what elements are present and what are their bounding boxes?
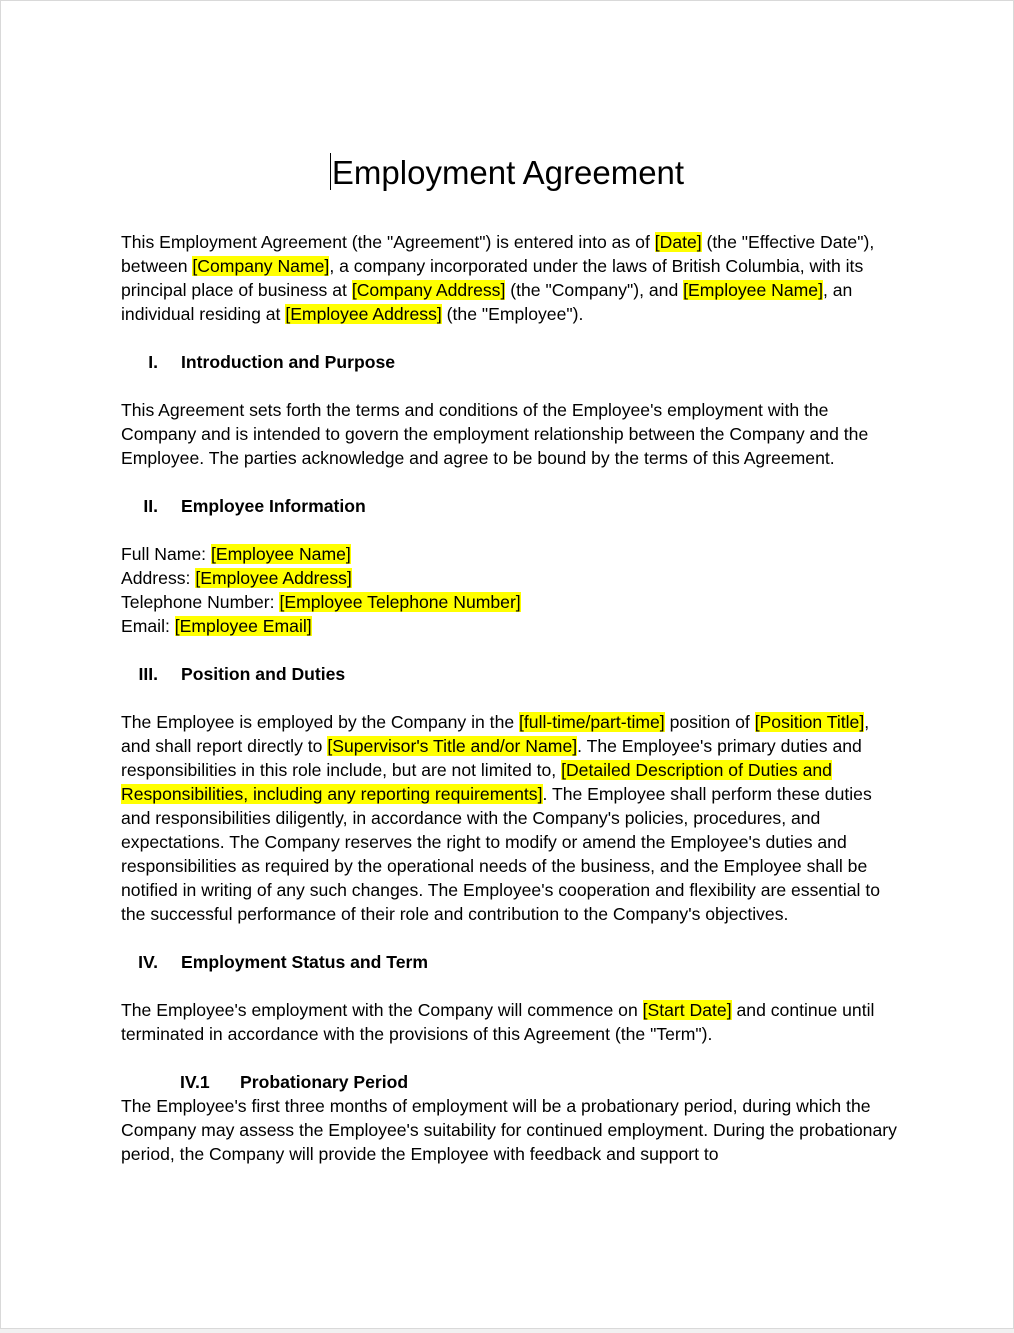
info-full-name: Full Name: [Employee Name] bbox=[121, 544, 351, 564]
info-email: Email: [Employee Email] bbox=[121, 616, 312, 636]
employment-status-paragraph: The Employee's employment with the Company will commence on [Start Date] and continue until terminated in accordance with the provisions of this Agreement (the "Term"). bbox=[121, 1000, 875, 1044]
placeholder-company-name: [Company Name] bbox=[192, 256, 330, 276]
document-body[interactable] bbox=[121, 230, 901, 1166]
placeholder-email: [Employee Email] bbox=[174, 616, 312, 636]
info-telephone: Telephone Number: [Employee Telephone Number] bbox=[121, 592, 521, 612]
section-heading-employee-information: II. Employee Information bbox=[143, 496, 366, 516]
page-gap bbox=[0, 1329, 1014, 1333]
document-title[interactable]: Employment Agreement bbox=[331, 154, 685, 191]
placeholder-duties: [Detailed Description of Duties and Responsibilities, including any reporting requirements] bbox=[121, 760, 832, 804]
placeholder-telephone: [Employee Telephone Number] bbox=[279, 592, 521, 612]
probationary-period-paragraph: The Employee's first three months of employment will be a probationary period, during which the Company may assess the Employee's suitability for continued employment. During the probationary period, the Company will provide the Employee with feedback and support to bbox=[121, 1096, 897, 1164]
section-heading-introduction: I. Introduction and Purpose bbox=[148, 352, 396, 372]
placeholder-employment-type: [full-time/part-time] bbox=[519, 712, 665, 732]
text-cursor bbox=[330, 153, 331, 190]
info-address: Address: [Employee Address] bbox=[121, 568, 352, 588]
placeholder-full-name: [Employee Name] bbox=[210, 544, 351, 564]
placeholder-address: [Employee Address] bbox=[195, 568, 352, 588]
placeholder-date: [Date] bbox=[654, 232, 702, 252]
placeholder-employee-address: [Employee Address] bbox=[285, 304, 442, 324]
placeholder-employee-name: [Employee Name] bbox=[683, 280, 823, 300]
placeholder-company-address: [Company Address] bbox=[351, 280, 506, 300]
position-duties-paragraph: The Employee is employed by the Company in the [full-time/part-time] position of [Position Title], and shall report directly to [Supervisor's Title and/or Name]. The Employee's primary duties and responsibilities in this role include, but are not limited to, [Detailed Description of Duties and Responsibilities, including any reporting requirements]. The Employee shall perform these duties and responsibilities diligently, in accordance with the Company's policies, procedures, and expectations. The Company reserves the right to modify or amend the Employee's duties and responsibilities as required by the operational needs of the business, and the Employee shall be notified in writing of any such changes. The Employee's cooperation and flexibility are essential to the successful performance of their role and contribution to the Company's objectives. bbox=[121, 712, 881, 924]
introduction-paragraph: This Agreement sets forth the terms and conditions of the Employee's employment with the Company and is intended to govern the employment relationship between the Company and the Employee. The parties acknowledge and agree to be bound by the terms of this Agreement. bbox=[121, 400, 869, 468]
intro-paragraph: This Employment Agreement (the "Agreement") is entered into as of [Date] (the "Effective Date"), between [Company Name], a company incorporated under the laws of British Columbia, with its principal place of business at [Company Address] (the "Company"), and [Employee Name], an individual residing at [Employee Address] (the "Employee"). bbox=[121, 232, 875, 324]
section-heading-employment-status: IV. Employment Status and Term bbox=[138, 952, 429, 972]
placeholder-position-title: [Position Title] bbox=[754, 712, 865, 732]
placeholder-supervisor: [Supervisor's Title and/or Name] bbox=[327, 736, 578, 756]
section-heading-position-duties: III. Position and Duties bbox=[138, 664, 346, 684]
placeholder-start-date: [Start Date] bbox=[642, 1000, 732, 1020]
subsection-heading-probationary-period: IV.1 Probationary Period bbox=[180, 1072, 409, 1092]
